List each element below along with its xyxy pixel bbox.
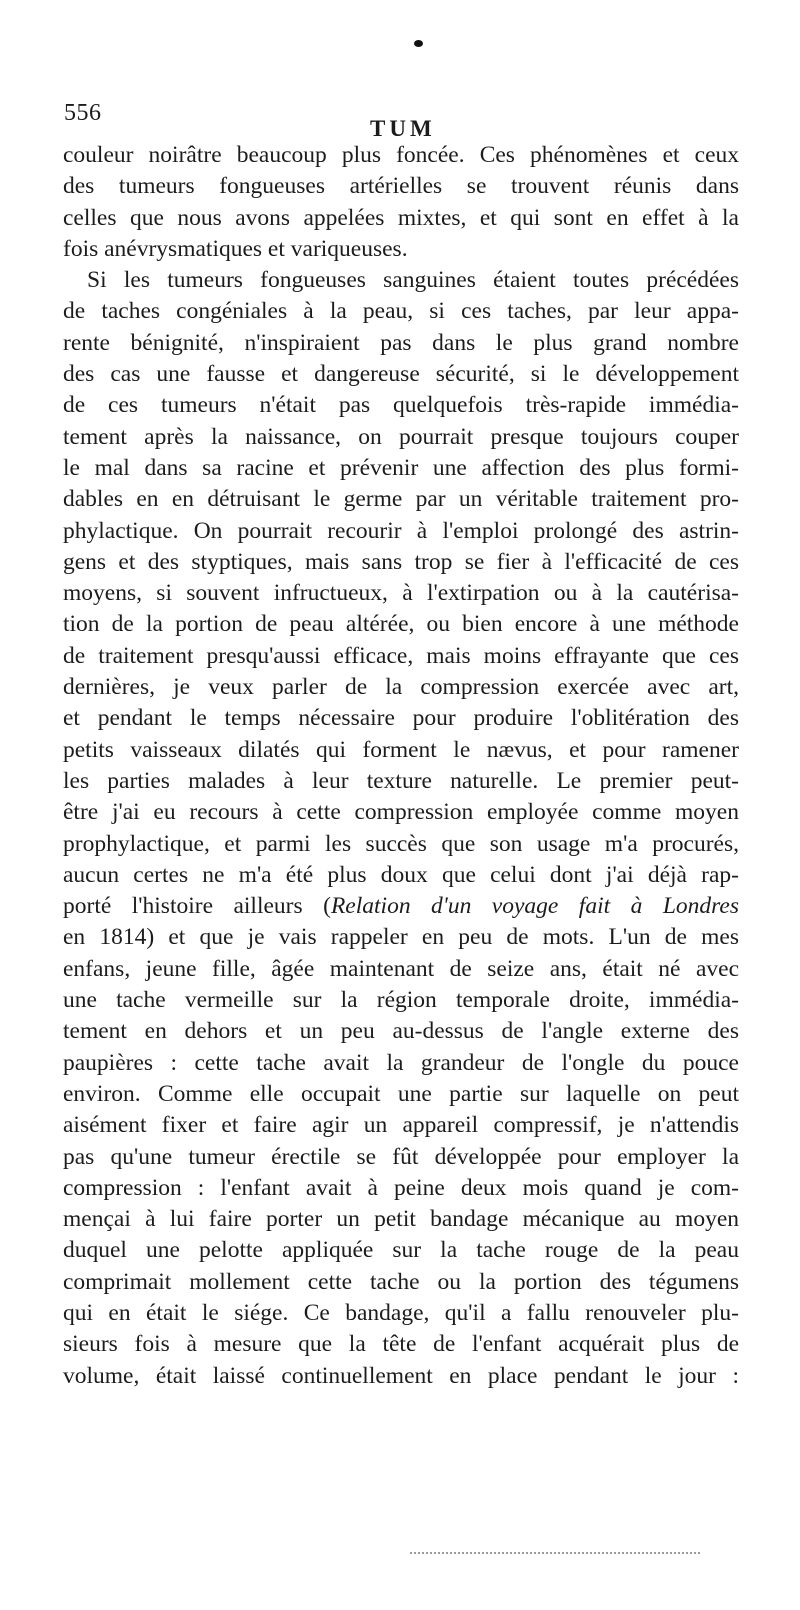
text-line-with-citation xyxy=(63,891,739,922)
text-line: celles que nous avons appelées mixtes, et qui sont en effet à la xyxy=(63,204,739,231)
text-line: pas qu'une tumeur érectile se fût développée pour employer la xyxy=(63,1143,739,1170)
ink-blot xyxy=(414,40,423,47)
text-line: être j'ai eu recours à cette compression employée comme moyen xyxy=(63,799,739,826)
text-line: en 1814) et que je vais rappeler en peu de mots. L'un de mes xyxy=(63,924,739,951)
text-line: les parties malades à leur texture naturelle. Le premier peut- xyxy=(63,767,739,794)
text-line: le mal dans sa racine et prévenir une affection des plus formi- xyxy=(63,454,739,481)
running-head: TUM xyxy=(370,116,436,141)
text-line: des tumeurs fongueuses artérielles se trouvent réunis dans xyxy=(63,173,739,200)
text-line: aucun certes ne m'a été plus doux que celui dont j'ai déjà rap- xyxy=(63,861,739,888)
text-line: paupières : cette tache avait la grandeur de l'ongle du pouce xyxy=(63,1049,739,1076)
text-line: tement en dehors et un peu au-dessus de l'angle externe des xyxy=(63,1018,739,1045)
text-line: phylactique. On pourrait recourir à l'emploi prolongé des astrin- xyxy=(63,517,739,544)
body-text xyxy=(63,140,739,1392)
text-line: de traitement presqu'aussi efficace, mais moins effrayante que ces xyxy=(63,642,739,669)
text-line: aisément fixer et faire agir un appareil compressif, je n'attendis xyxy=(63,1112,739,1139)
text-line: et pendant le temps nécessaire pour produire l'oblitération des xyxy=(63,705,739,732)
text-line: des cas une fausse et dangereuse sécurité, si le développement xyxy=(63,361,739,388)
text-line: compression : l'enfant avait à peine deux mois quand je com- xyxy=(63,1174,739,1201)
text-line: une tache vermeille sur la région temporale droite, immédia- xyxy=(63,987,739,1014)
text-line: mençai à lui faire porter un petit bandage mécanique au moyen xyxy=(63,1206,739,1233)
text-line: moyens, si souvent infructueux, à l'extirpation ou à la cautérisa- xyxy=(63,580,739,607)
paragraph-first-line: Si les tumeurs fongueuses sanguines étaient toutes précédées xyxy=(87,267,739,294)
text-line: de taches congéniales à la peau, si ces taches, par leur appa- xyxy=(63,298,739,325)
text-line: duquel une pelotte appliquée sur la tache rouge de la peau xyxy=(63,1237,739,1264)
text-line: dernières, je veux parler de la compression exercée avec art, xyxy=(63,674,739,701)
footer-dotted-rule xyxy=(410,1552,700,1554)
text-line: tement après la naissance, on pourrait presque toujours couper xyxy=(63,423,739,450)
text-line: rente bénignité, n'inspiraient pas dans le plus grand nombre xyxy=(63,329,739,356)
page-number: 556 xyxy=(64,100,102,126)
text-line: comprimait mollement cette tache ou la portion des tégumens xyxy=(63,1268,739,1295)
text-line: couleur noirâtre beaucoup plus foncée. Ces phénomènes et ceux xyxy=(63,142,739,168)
text-line: tion de la portion de peau altérée, ou bien encore à une méthode xyxy=(63,611,739,638)
text-line: sieurs fois à mesure que la tête de l'enfant acquérait plus de xyxy=(63,1331,739,1358)
citation-prefix: porté l'histoire ailleurs ( xyxy=(63,893,331,920)
text-line: environ. Comme elle occupait une partie sur laquelle on peut xyxy=(63,1080,739,1107)
text-line: fois anévrysmatiques et variqueuses. xyxy=(63,235,408,262)
text-line: qui en était le siége. Ce bandage, qu'il a fallu renouveler plu- xyxy=(63,1299,739,1326)
text-line: prophylactique, et parmi les succès que son usage m'a procurés, xyxy=(63,830,739,857)
text-line: dables en en détruisant le germe par un véritable traitement pro- xyxy=(63,486,739,513)
text-line: de ces tumeurs n'était pas quelquefois très-rapide immédia- xyxy=(63,392,739,419)
text-line: petits vaisseaux dilatés qui forment le nævus, et pour ramener xyxy=(63,736,739,763)
text-line: gens et des styptiques, mais sans trop se fier à l'efficacité de ces xyxy=(63,548,739,575)
text-line: volume, était laissé continuellement en place pendant le jour : xyxy=(63,1362,739,1389)
citation-title: Relation d'un voyage fait à Londres xyxy=(330,893,739,920)
text-line: enfans, jeune fille, âgée maintenant de seize ans, était né avec xyxy=(63,955,739,982)
